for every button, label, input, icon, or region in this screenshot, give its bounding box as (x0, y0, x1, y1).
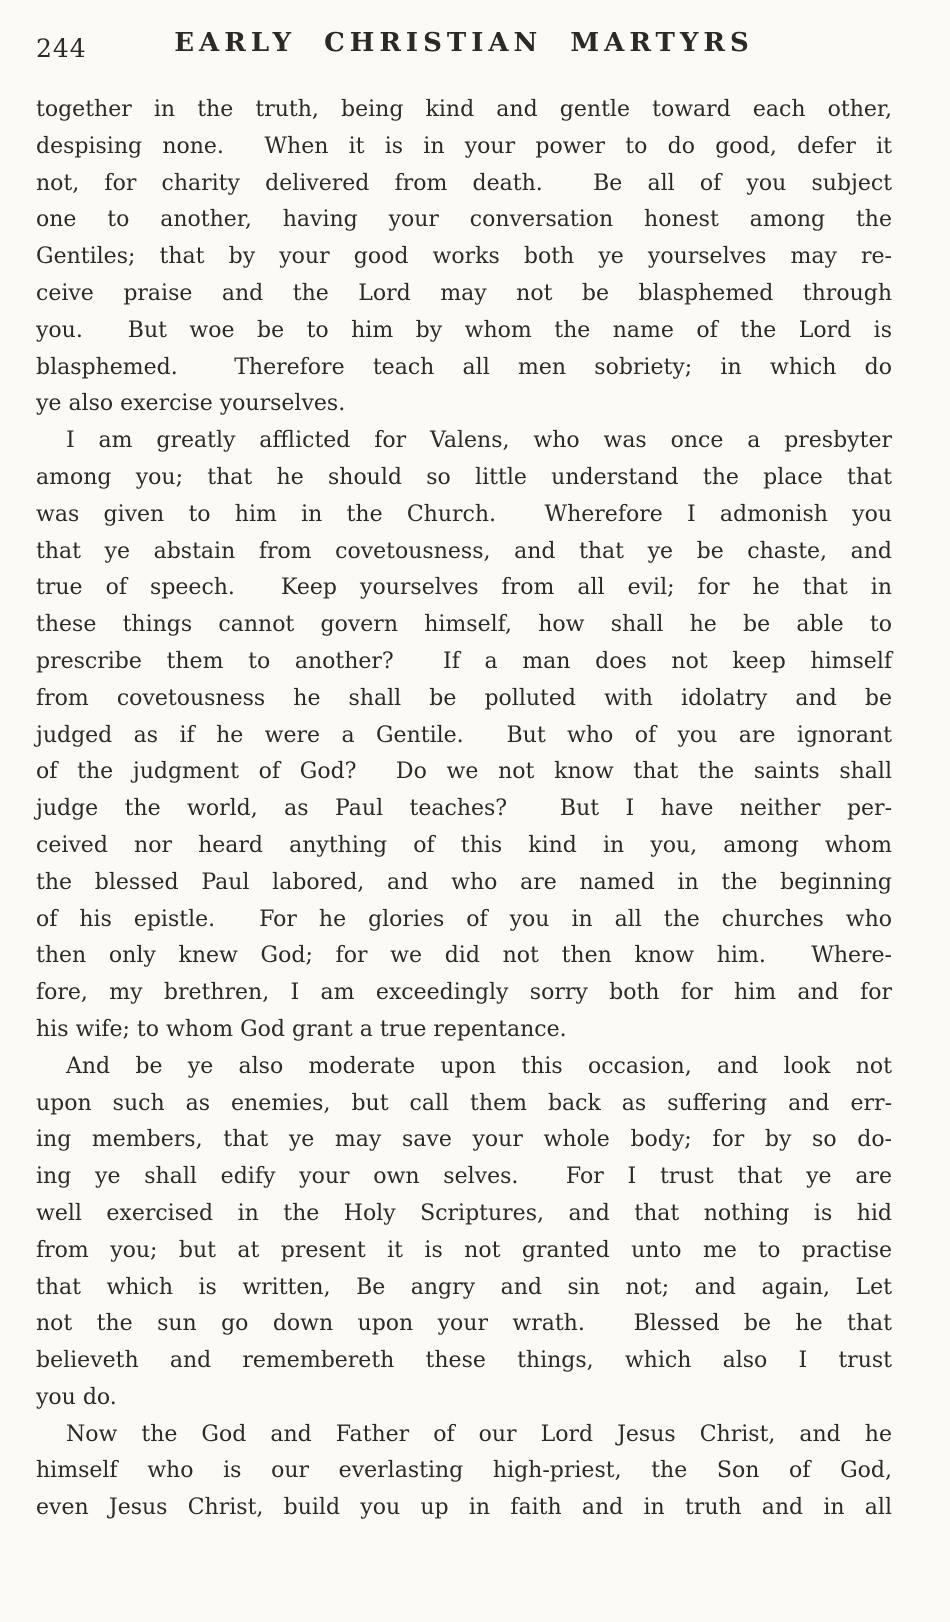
text-line: judge the world, as Paul teaches? But I have neither per- (36, 796, 892, 822)
text-line: I am greatly afflicted for Valens, who was once a presbyter (66, 428, 892, 454)
text-line: ye also exercise yourselves. (36, 391, 346, 417)
text-line: then only knew God; for we did not then know him. Where- (36, 943, 892, 969)
text-line: among you; that he should so little understand the place that (36, 464, 892, 490)
paragraph (36, 1417, 892, 1527)
text-line: of the judgment of God? Do we not know that the saints shall (36, 759, 892, 785)
page-body-text (36, 92, 892, 1527)
text-line: the blessed Paul labored, and who are named in the beginning (36, 869, 892, 895)
text-line: not the sun go down upon your wrath. Blessed be he that (36, 1311, 892, 1337)
text-line: ceived nor heard anything of this kind in you, among whom (36, 832, 892, 858)
text-line: Now the God and Father of our Lord Jesus Christ, and he (66, 1421, 892, 1447)
text-line: was given to him in the Church. Wherefore I admonish you (36, 501, 892, 527)
text-line: And be ye also moderate upon this occasion, and look not (66, 1053, 892, 1079)
text-line: from you; but at present it is not granted unto me to practise (36, 1237, 892, 1263)
text-line: ceive praise and the Lord may not be blasphemed through (36, 280, 892, 306)
paragraph (36, 1049, 892, 1417)
running-head-title: EARLY CHRISTIAN MARTYRS (174, 28, 754, 58)
text-line: you. But woe be to him by whom the name of the Lord is (36, 317, 892, 343)
text-line: you do. (36, 1384, 117, 1410)
text-line: together in the truth, being kind and gentle toward each other, (36, 97, 892, 122)
text-line: prescribe them to another? If a man does not keep himself (36, 648, 892, 674)
text-line: despising none. When it is in your power to do good, defer it (36, 133, 892, 159)
page-header (36, 26, 892, 68)
text-line: believeth and remembereth these things, which also I trust (36, 1348, 892, 1374)
text-line: his wife; to whom God grant a true repentance. (36, 1016, 567, 1042)
paragraph (36, 92, 892, 423)
text-line: Gentiles; that by your good works both ye yourselves may re- (36, 244, 892, 270)
text-line: upon such as enemies, but call them back as suffering and err- (36, 1090, 892, 1116)
text-line: not, for charity delivered from death. Be all of you subject (36, 170, 892, 196)
text-line: true of speech. Keep yourselves from all evil; for he that in (36, 575, 892, 601)
text-line: well exercised in the Holy Scriptures, and that nothing is hid (36, 1200, 892, 1226)
text-line: ing members, that ye may save your whole body; for by so do- (36, 1127, 892, 1153)
text-line: blasphemed. Therefore teach all men sobriety; in which do (36, 354, 892, 380)
text-line: of his epistle. For he glories of you in all the churches who (36, 906, 892, 932)
text-line: ing ye shall edify your own selves. For I trust that ye are (36, 1164, 892, 1190)
text-line: from covetousness he shall be polluted with idolatry and be (36, 685, 892, 711)
page-number: 244 (36, 34, 87, 63)
text-line: that ye abstain from covetousness, and that ye be chaste, and (36, 538, 892, 564)
text-line: one to another, having your conversation honest among the (36, 207, 892, 233)
text-line: even Jesus Christ, build you up in faith and in truth and in all (36, 1495, 892, 1521)
text-line: fore, my brethren, I am exceedingly sorry both for him and for (36, 980, 892, 1006)
text-line: these things cannot govern himself, how shall he be able to (36, 612, 892, 638)
text-line: himself who is our everlasting high-priest, the Son of God, (36, 1458, 892, 1484)
text-line: that which is written, Be angry and sin not; and again, Let (36, 1274, 892, 1300)
text-line: judged as if he were a Gentile. But who of you are ignorant (36, 722, 892, 748)
paragraph (36, 423, 892, 1049)
